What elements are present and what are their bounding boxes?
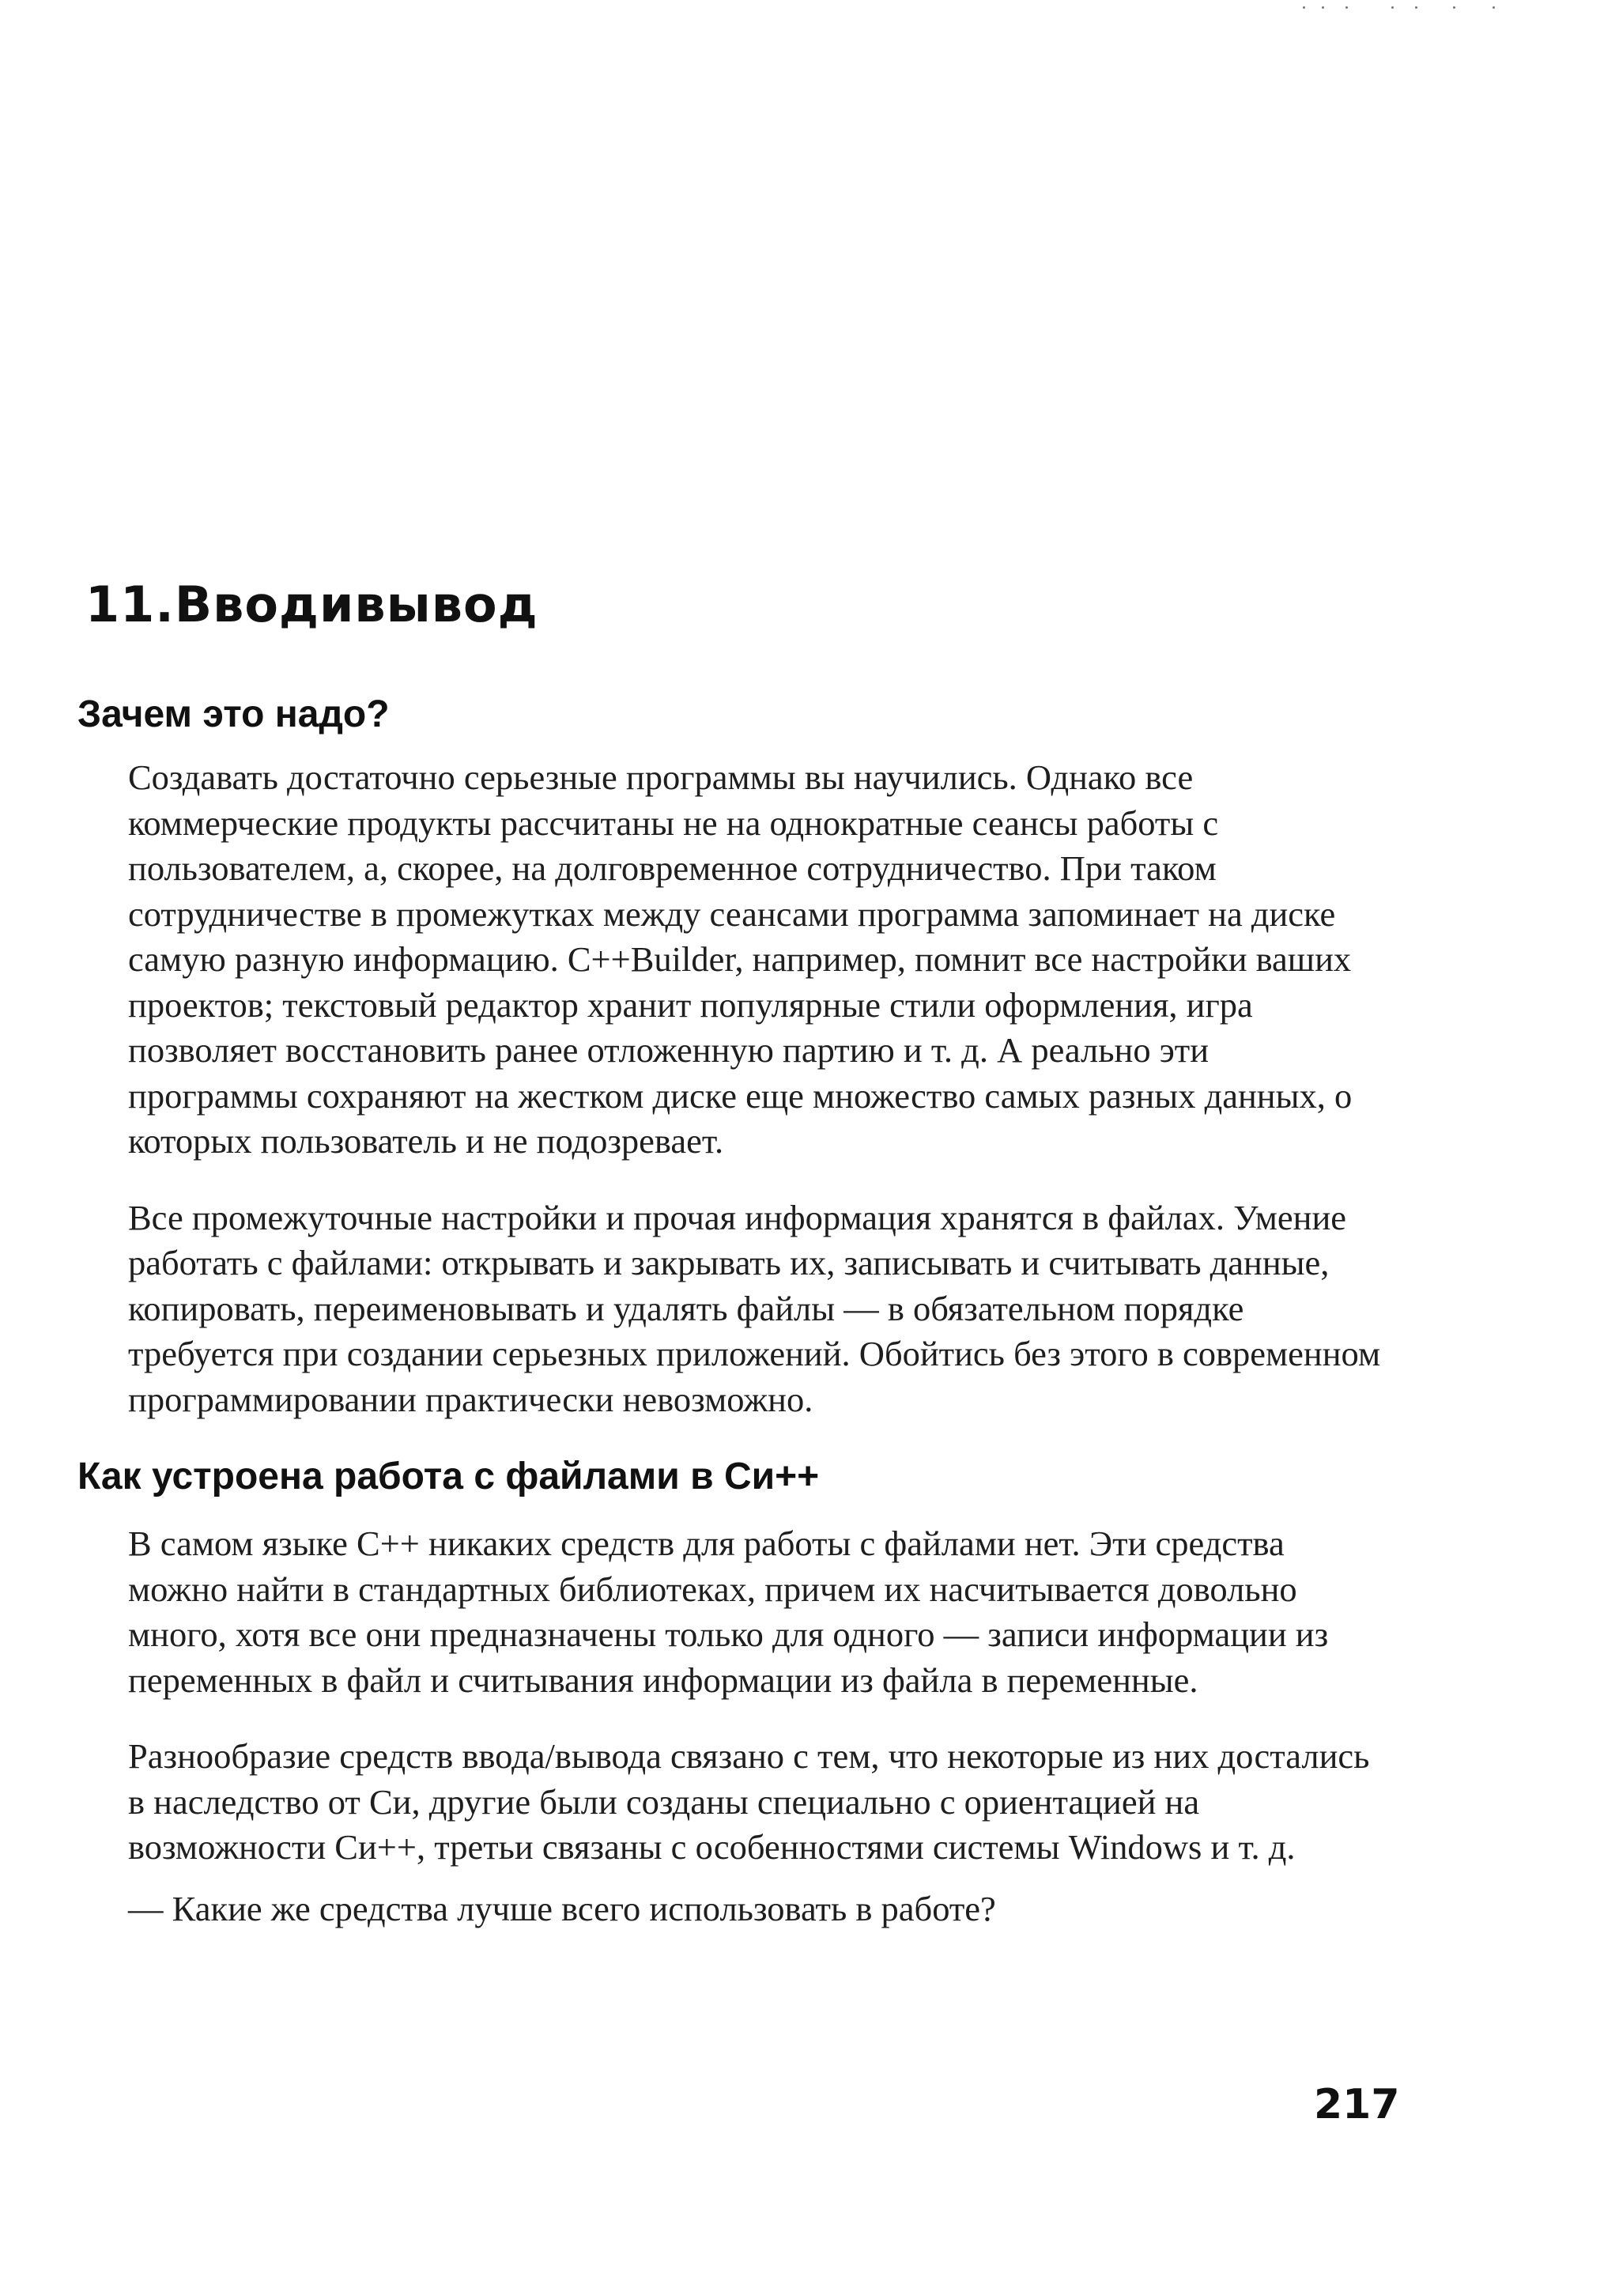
chapter-title: 11.Вводивывод	[85, 576, 538, 633]
scan-speck	[1322, 6, 1324, 9]
paragraph: Разнообразие средств ввода/вывода связано с тем, что некоторые из них достались в наследство от Си, другие были созданы специально с ориентацией на возможности Си++, третьи связаны с особенностями системы Windows и т. д.	[128, 1736, 1370, 1867]
paragraph: В самом языке C++ никаких средств для работы с файлами нет. Эти средства можно найти в стандартных библиотеках, причем их насчитывается довольно много, хотя все они предназначены только для одного — записи информации из переменных в файл и считывания информации из файла в переменные.	[128, 1524, 1329, 1700]
section-body-how	[128, 1521, 1385, 1932]
section-heading-how: Как устроена работа с файлами в Си++	[77, 1456, 820, 1497]
paragraph: Все промежуточные настройки и прочая информация хранятся в файлах. Умение работать с файлами: открывать и закрывать их, записывать и считывать данные, копировать, переименовывать и удалять файлы — в обязательном порядке требуется при создании серьезных приложений. Обойтись без этого в современном программировании практически невозможно.	[128, 1197, 1381, 1419]
paragraph: Создавать достаточно серьезные программы вы научились. Однако все коммерческие продукты рассчитаны не на однократные сеансы работы с пользователем, а, скорее, на долговременное сотрудничество. При таком сотрудничестве в промежутках между сеансами программа запоминает на диске самую разную информацию. C++Builder, например, помнит все настройки ваших проектов; текстовый редактор хранит популярные стили оформления, игра позволяет восстановить ранее отложенную партию и т. д. А реально эти программы сохраняют на жестком диске еще множество самых разных данных, о которых пользователь и не подозревает.	[128, 757, 1353, 1161]
scan-speck	[1345, 6, 1348, 9]
scan-speck	[1493, 6, 1495, 9]
scan-speck	[1391, 6, 1394, 9]
page-number: 217	[1314, 2081, 1400, 2128]
section-body-why	[128, 755, 1385, 1422]
scan-speck	[1453, 6, 1455, 9]
scan-speck	[1415, 6, 1417, 9]
paragraph: — Какие же средства лучше всего использовать в работе?	[128, 1888, 996, 1928]
section-heading-why: Зачем это надо?	[77, 693, 390, 735]
scan-speck	[1303, 6, 1305, 9]
